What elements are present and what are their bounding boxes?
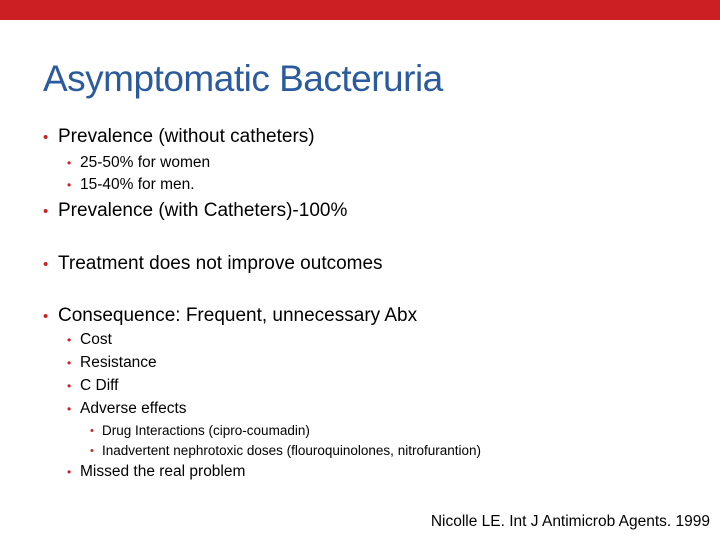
bullet-text: Adverse effects [80, 400, 187, 417]
slide-title: Asymptomatic Bacteruria [43, 58, 443, 99]
bullet-item [43, 126, 315, 148]
bullet-dot-icon: • [67, 333, 72, 347]
sub-bullet-item [67, 154, 211, 172]
bullet-text: 15-40% for men. [80, 176, 195, 193]
bullet-item [43, 305, 418, 327]
bullet-dot-icon: • [43, 256, 49, 273]
bullet-text: Prevalence (with Catheters)-100% [58, 200, 348, 221]
bullet-text: Prevalence (without catheters) [58, 126, 315, 147]
bullet-dot-icon: • [43, 308, 49, 325]
sub-sub-bullet-item [90, 423, 310, 438]
bullet-dot-icon: • [67, 402, 72, 416]
bullet-text: C Diff [80, 377, 119, 394]
bullet-dot-icon: • [90, 425, 94, 437]
bullet-dot-icon: • [67, 178, 72, 192]
sub-bullet-item [67, 331, 112, 349]
bullet-dot-icon: • [67, 465, 72, 479]
bullet-dot-icon: • [67, 156, 72, 170]
bullet-text: Missed the real problem [80, 463, 246, 480]
bullet-dot-icon: • [90, 445, 94, 457]
bullet-item [43, 253, 383, 275]
bullet-text: Cost [80, 331, 112, 348]
sub-bullet-item [67, 354, 157, 372]
citation: Nicolle LE. Int J Antimicrob Agents. 1999 [430, 513, 710, 530]
bullet-dot-icon: • [67, 379, 72, 393]
sub-sub-bullet-item [90, 443, 481, 458]
sub-bullet-item [67, 400, 187, 418]
bullet-item [43, 200, 348, 222]
bullet-text: Treatment does not improve outcomes [58, 253, 383, 274]
sub-bullet-item [67, 463, 246, 481]
top-accent-bar [0, 0, 720, 20]
sub-bullet-item [67, 176, 195, 194]
bullet-text: Consequence: Frequent, unnecessary Abx [58, 305, 418, 326]
bullet-text: 25-50% for women [80, 154, 211, 171]
bullet-dot-icon: • [43, 203, 49, 220]
bullet-dot-icon: • [67, 356, 72, 370]
bullet-text: Resistance [80, 354, 157, 371]
sub-bullet-item [67, 377, 119, 395]
bullet-dot-icon: • [43, 129, 49, 146]
bullet-text: Drug Interactions (cipro-coumadin) [102, 423, 310, 438]
bullet-text: Inadvertent nephrotoxic doses (flouroquinolones, nitrofurantion) [102, 443, 481, 458]
